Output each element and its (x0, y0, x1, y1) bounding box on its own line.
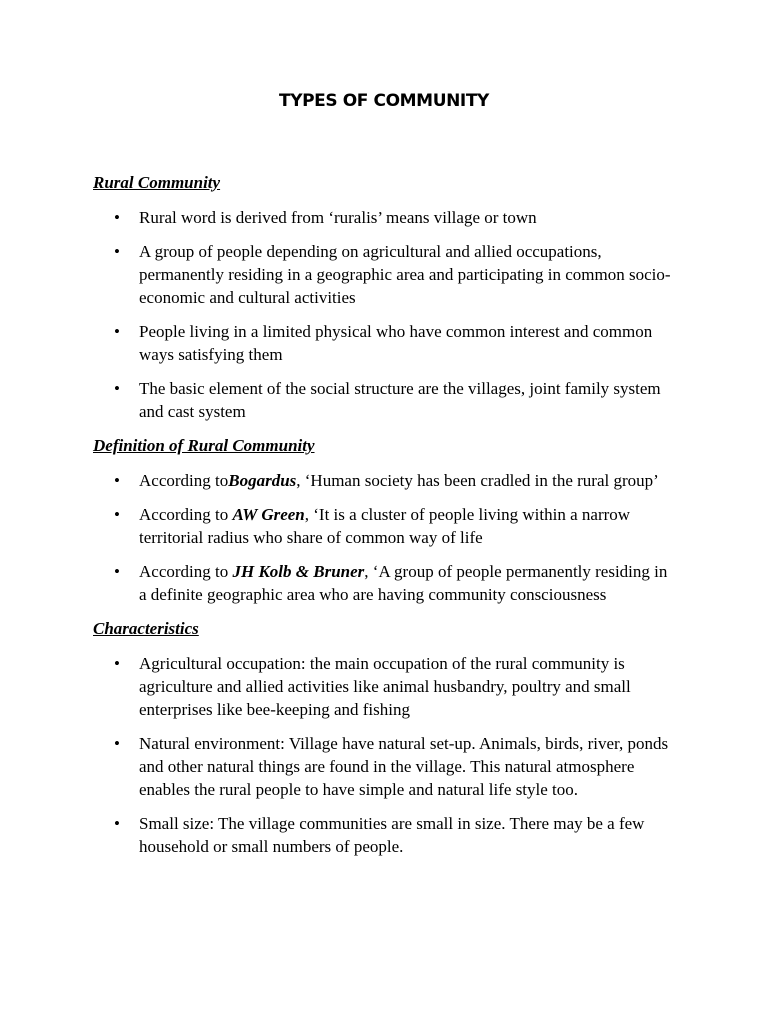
list-item-text: Rural word is derived from ‘ruralis’ means village or town (139, 207, 537, 227)
definition-list (93, 470, 678, 607)
bullet-icon: • (114, 814, 120, 834)
list-item (93, 378, 678, 424)
list-item-text: The basic element of the social structure are the villages, joint family system and cast system (139, 379, 661, 421)
list-item-text: Agricultural occupation: the main occupation of the rural community is agriculture and allied activities like animal husbandry, poultry and small enterprises like bee-keeping and fishing (139, 654, 631, 719)
definition-prefix: According to (139, 505, 233, 525)
list-item-text: A group of people depending on agricultural and allied occupations, permanently residing in a geographic area and participating in common socio-economic and cultural activities (139, 242, 671, 307)
section-heading-rural-community: Rural Community (93, 173, 221, 192)
list-item-text: Small size: The village communities are small in size. There may be a few household or small numbers of people. (139, 814, 645, 856)
bullet-icon: • (114, 207, 120, 227)
author-name: AW Green (232, 505, 305, 525)
bullet-icon: • (114, 505, 120, 525)
list-item (93, 653, 678, 721)
definition-prefix: According to (139, 562, 233, 582)
characteristics-list (93, 653, 678, 858)
bullet-icon: • (114, 654, 120, 674)
list-item (93, 241, 678, 309)
bullet-icon: • (114, 379, 120, 399)
list-item (93, 321, 678, 367)
list-item (93, 733, 678, 801)
list-item-text: People living in a limited physical who have common interest and common ways satisfying them (139, 321, 653, 364)
bullet-icon: • (114, 321, 120, 341)
definition-quote: , ‘It is a cluster of people living within a narrow territorial radius who share of common way of life (139, 505, 631, 548)
page-title: TYPES OF COMMUNITY (279, 91, 489, 111)
document-body (93, 172, 678, 870)
rural-community-list (93, 207, 678, 424)
section-heading-definition: Definition of Rural Community (93, 436, 315, 456)
bullet-icon: • (114, 242, 120, 262)
section-heading-characteristics: Characteristics (93, 619, 199, 639)
definition-prefix: According to (139, 470, 229, 490)
list-item (93, 561, 678, 607)
list-item (93, 504, 678, 550)
author-name: JH Kolb & Bruner (232, 562, 365, 582)
definition-quote: , ‘Human society has been cradled in the rural group’ (296, 470, 659, 490)
bullet-icon: • (114, 734, 120, 754)
author-name: Bogardus (228, 470, 297, 490)
list-item-text: Natural environment: Village have natural set-up. Animals, birds, river, ponds and other natural things are found in the village. This natural atmosphere enables the rural people to have simple and natural life style too. (139, 734, 669, 799)
bullet-icon: • (114, 470, 120, 490)
list-item (93, 470, 678, 493)
list-item (93, 207, 678, 230)
bullet-icon: • (114, 562, 120, 582)
definition-quote: , ‘A group of people permanently residing in a definite geographic area who are having community consciousness (139, 562, 668, 605)
list-item (93, 813, 678, 859)
